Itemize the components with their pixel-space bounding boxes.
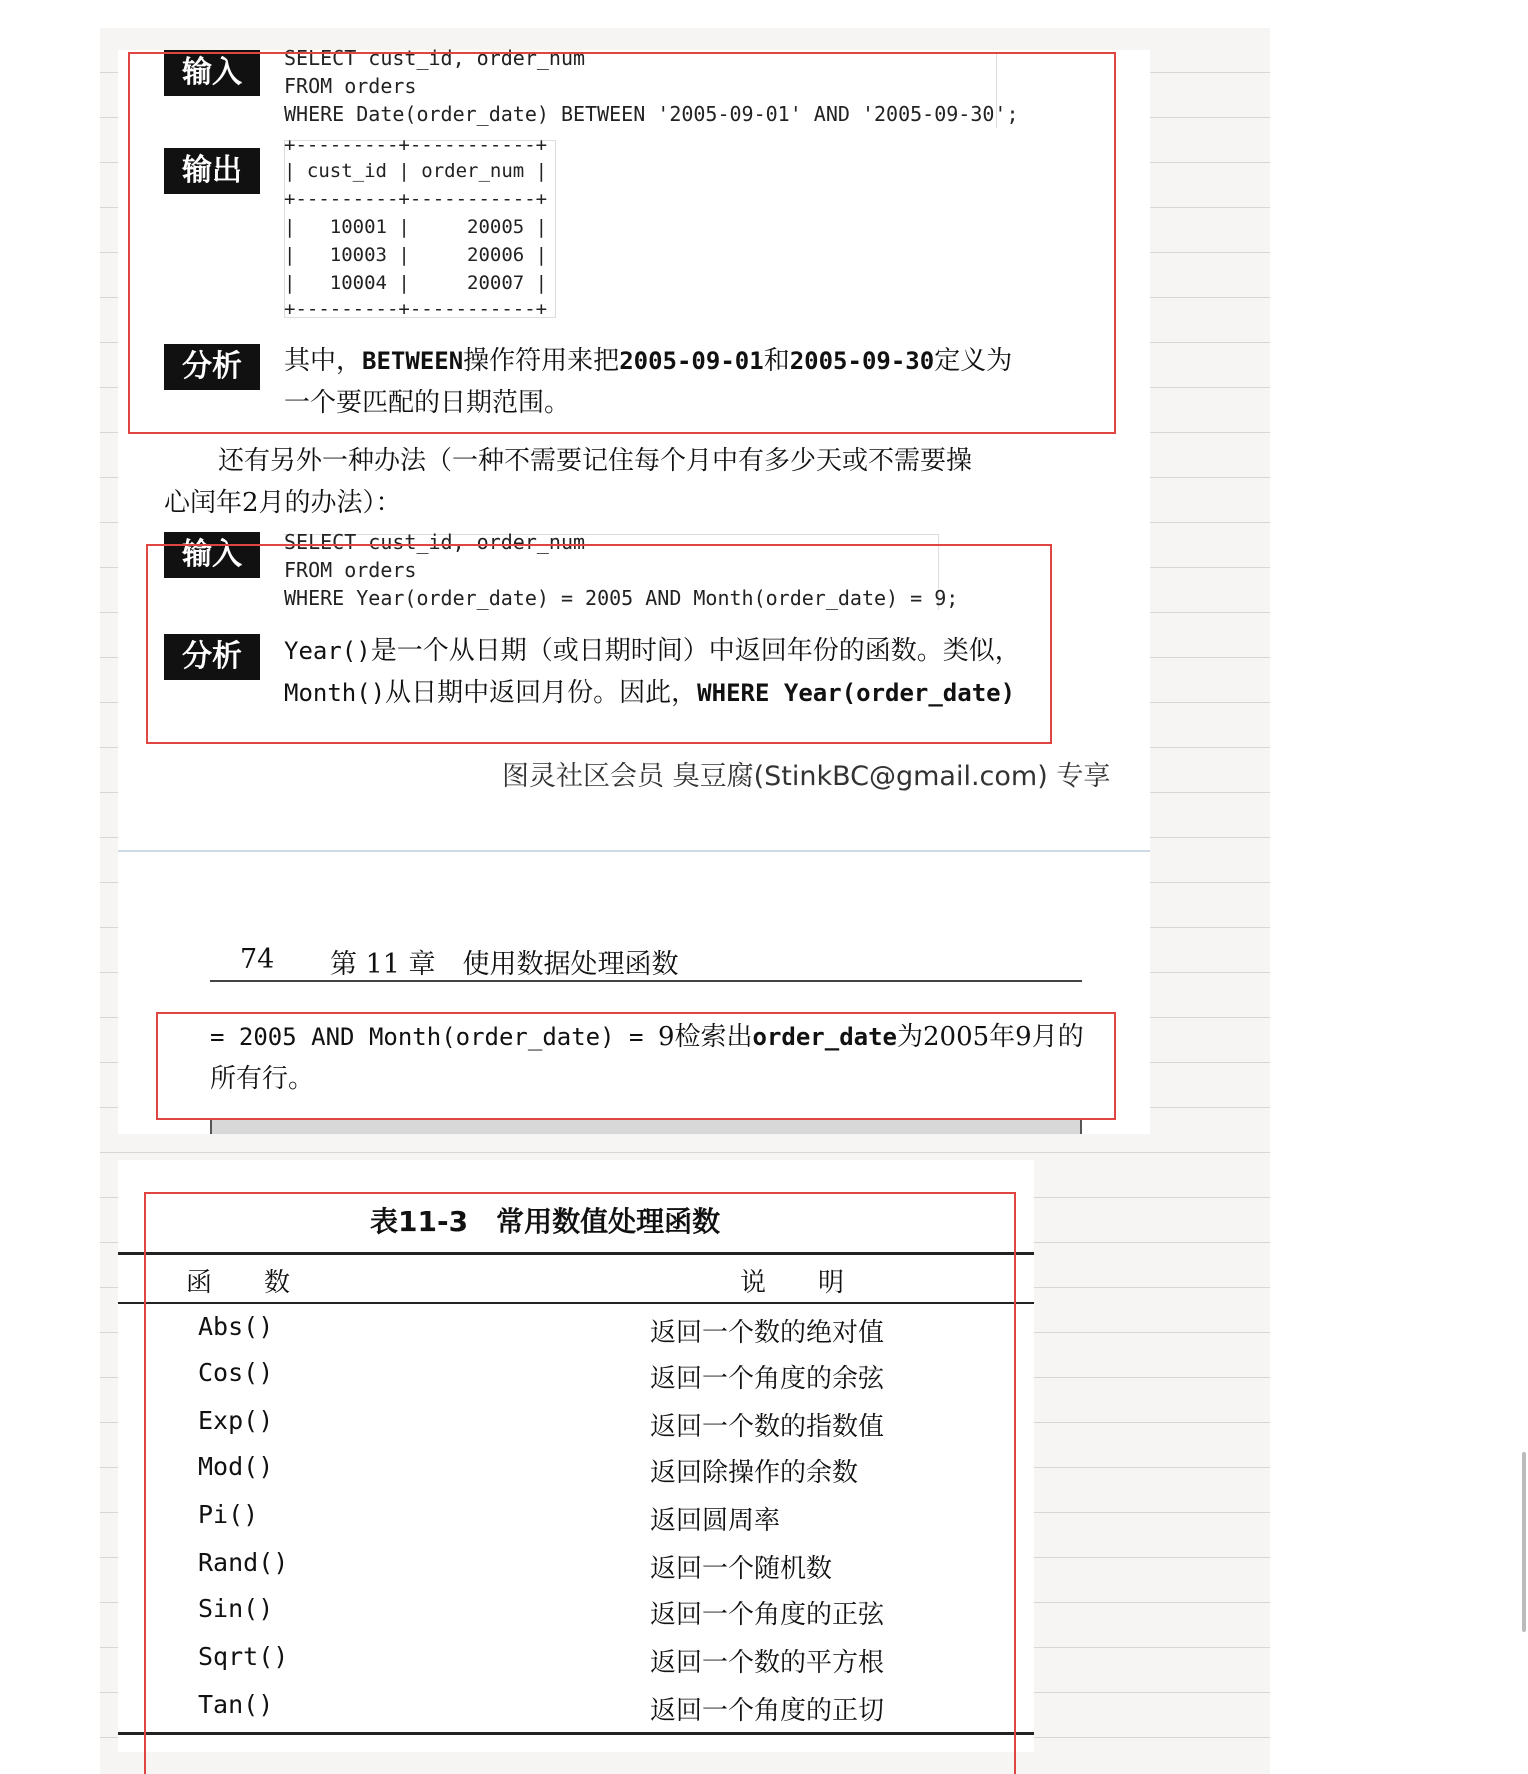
function-name: Cos()	[198, 1358, 274, 1387]
scrollbar-track[interactable]	[1522, 1452, 1526, 1632]
code-inline: WHERE Year(order_date)	[697, 679, 1016, 707]
function-name: Sin()	[198, 1594, 274, 1623]
function-description: 返回一个角度的正切	[650, 1696, 885, 1726]
function-name: Exp()	[198, 1406, 274, 1435]
function-name: Tan()	[198, 1690, 274, 1719]
code-line: WHERE Date(order_date) BETWEEN '2005-09-01' AND '2005-09-30';	[284, 102, 1019, 126]
text-run: 9	[657, 1022, 675, 1052]
code-line: WHERE Year(order_date) = 2005 AND Month(order_date) = 9;	[284, 586, 959, 610]
code-line: SELECT cust_id, order_num	[284, 530, 586, 554]
text-run: 定义为	[934, 346, 1013, 376]
badge-output: 输出	[164, 148, 260, 194]
function-name: Rand()	[198, 1548, 289, 1577]
watermark: 图灵社区会员 臭豆腐(StinkBC@gmail.com) 专享	[502, 761, 1111, 792]
text-run: 为2005年9月的	[897, 1022, 1084, 1052]
code-inline: Month()	[284, 679, 386, 707]
code-line: SELECT cust_id, order_num	[284, 46, 586, 70]
text-run: 其中，	[284, 346, 363, 376]
function-description: 返回一个随机数	[650, 1554, 833, 1584]
code-inline: 2005-09-01	[619, 347, 764, 375]
badge-analysis: 分析	[164, 344, 260, 390]
code-inline: Year()	[284, 637, 371, 665]
chapter-header: 第 11 章 使用数据处理函数	[330, 949, 679, 980]
code-inline: BETWEEN	[362, 347, 464, 375]
highlight-box	[156, 1012, 1116, 1120]
text-run: 检索出	[674, 1022, 753, 1052]
text-run: 操作符用来把	[463, 346, 620, 376]
output-line: | cust_id | order_num |	[284, 160, 548, 182]
output-line: +---------+-----------+	[284, 298, 548, 320]
output-line: +---------+-----------+	[284, 134, 548, 156]
table-title: 表11-3 常用数值处理函数	[370, 1205, 721, 1238]
paragraph-line: 心闰年2月的办法）：	[164, 488, 402, 518]
code-line: FROM orders	[284, 558, 417, 582]
paragraph-line: 还有另外一种办法（一种不需要记住每个月中有多少天或不需要操	[218, 446, 973, 476]
function-name: Pi()	[198, 1500, 259, 1529]
function-description: 返回一个数的指数值	[650, 1412, 885, 1442]
text-run: 是一个从日期（或日期时间）中返回年份的函数。类似，	[370, 636, 1021, 666]
continuation-text: 所有行。	[210, 1064, 315, 1094]
analysis-text: 一个要匹配的日期范围。	[284, 388, 571, 418]
text-run: 从日期中返回月份。因此，	[385, 678, 698, 708]
output-line: +---------+-----------+	[284, 188, 548, 210]
function-description: 返回除操作的余数	[650, 1458, 859, 1488]
page-bottom-bar	[210, 1120, 1082, 1134]
function-description: 返回一个数的平方根	[650, 1648, 885, 1678]
highlight-box	[146, 544, 1052, 744]
output-line: | 10003 | 20006 |	[284, 244, 548, 266]
function-name: Abs()	[198, 1312, 274, 1341]
code-inline: order_date	[752, 1023, 897, 1051]
output-line: | 10004 | 20007 |	[284, 272, 548, 294]
highlight-box	[128, 52, 1116, 434]
table-header-function: 函 数	[186, 1268, 291, 1298]
code-inline: 2005-09-30	[789, 347, 935, 375]
badge-analysis: 分析	[164, 634, 260, 680]
function-description: 返回一个数的绝对值	[650, 1318, 885, 1348]
page-number: 74	[240, 944, 275, 975]
function-description: 返回圆周率	[650, 1506, 781, 1536]
table-header-description: 说 明	[740, 1268, 845, 1298]
code-line: FROM orders	[284, 74, 417, 98]
badge-input: 输入	[164, 50, 260, 96]
header-rule	[210, 980, 1082, 982]
function-description: 返回一个角度的正弦	[650, 1600, 885, 1630]
output-line: | 10001 | 20005 |	[284, 216, 548, 238]
badge-input: 输入	[164, 532, 260, 578]
text-run: 和	[763, 346, 790, 376]
function-name: Mod()	[198, 1452, 274, 1481]
highlight-box	[144, 1192, 1016, 1774]
code-inline: = 2005 AND Month(order_date) =	[210, 1023, 658, 1051]
function-name: Sqrt()	[198, 1642, 289, 1671]
function-description: 返回一个角度的余弦	[650, 1364, 885, 1394]
